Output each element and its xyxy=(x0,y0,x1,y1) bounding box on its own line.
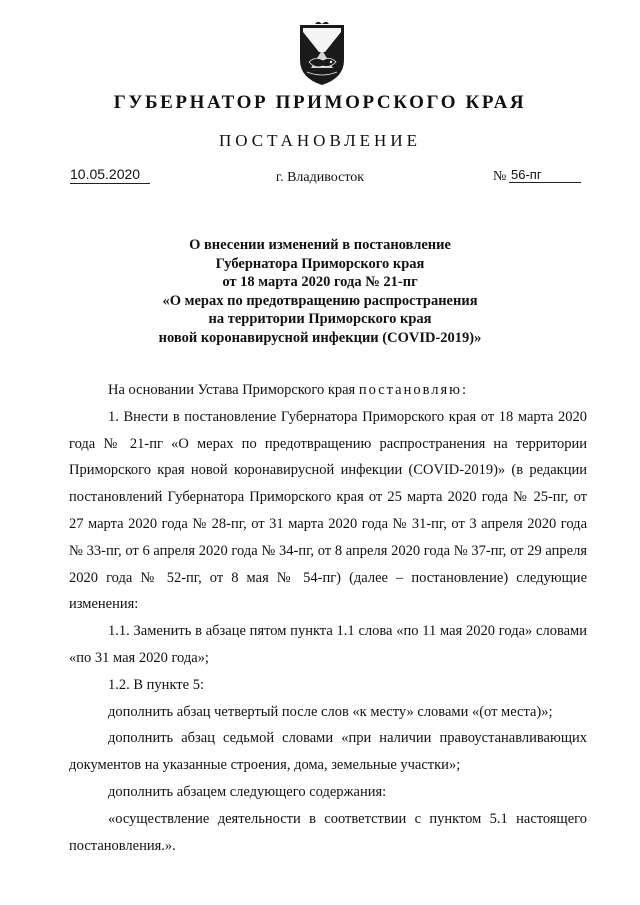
paragraph-sub-4: «осуществление деятельности в соответствии с пунктом 5.1 настоящего постановления.». xyxy=(69,810,587,854)
heading-line: «О мерах по предотвращению распространения xyxy=(162,292,478,309)
heading-line: на территории Приморского края xyxy=(208,311,432,327)
document-city: г. Владивосток xyxy=(275,170,365,185)
paragraph-item-1-2: 1.2. В пункте 5: xyxy=(108,676,204,693)
heading-line: Губернатора Приморского края xyxy=(215,255,425,272)
paragraph-sub-1: дополнить абзац четвертый после слов «к месту» словами «(от места)»; xyxy=(108,703,553,720)
paragraph-item-1: 1. Внести в постановление Губернатора Приморского края от 18 марта 2020 года № 21-пг «О мерах по предотвращению распространения на территории Приморского края новой коронавирусной инфекции (COVID-2019)» (в редакции постановлений Губернатора Приморского края от 25 марта 2020 года № 25-пг, от 27 марта 2020 года № 28-пг, от 31 марта 2020 года № 31-пг, от 3 апреля 2020 года № 33-пг, от 6 апреля 2020 года № 34-пг, от 8 апреля 2020 года № 37-пг, от 29 апреля 2020 года № 52-пг, от 8 мая № 54-пг) (далее – постановление) следующие изменения: xyxy=(69,408,587,613)
paragraph-item-1-1: 1.1. Заменить в абзаце пятом пункта 1.1 слова «по 11 мая 2020 года» словами «по 31 мая 2020 года»; xyxy=(69,623,587,666)
document-heading xyxy=(60,236,580,347)
coat-of-arms-icon xyxy=(297,22,347,88)
paragraph-sub-2: дополнить абзац седьмой словами «при наличии правоустанавливающих документов на указанные строения, дома, земельные участки»; xyxy=(69,730,587,774)
number-sign: № xyxy=(493,169,507,184)
document-number xyxy=(493,167,579,185)
paragraph-sub-3: дополнить абзацем следующего содержания: xyxy=(108,783,387,800)
number-value: 56-пг xyxy=(509,167,581,183)
governor-title: ГУБЕРНАТОР ПРИМОРСКОГО КРАЯ xyxy=(113,92,527,113)
basis-word: постановляю xyxy=(358,382,463,398)
document-body xyxy=(69,377,587,859)
basis-paragraph xyxy=(69,377,587,404)
basis-prefix: На основании Устава Приморского края xyxy=(108,382,359,398)
basis-suffix: : xyxy=(462,382,467,398)
heading-line: О внесении изменений в постановление xyxy=(189,237,451,253)
document-date: 10.05.2020 xyxy=(70,166,150,184)
document-type: ПОСТАНОВЛЕНИЕ xyxy=(218,131,421,150)
heading-line: новой коронавирусной инфекции (COVID-2019)» xyxy=(158,329,482,346)
heading-line: от 18 марта 2020 года № 21-пг xyxy=(222,274,418,290)
